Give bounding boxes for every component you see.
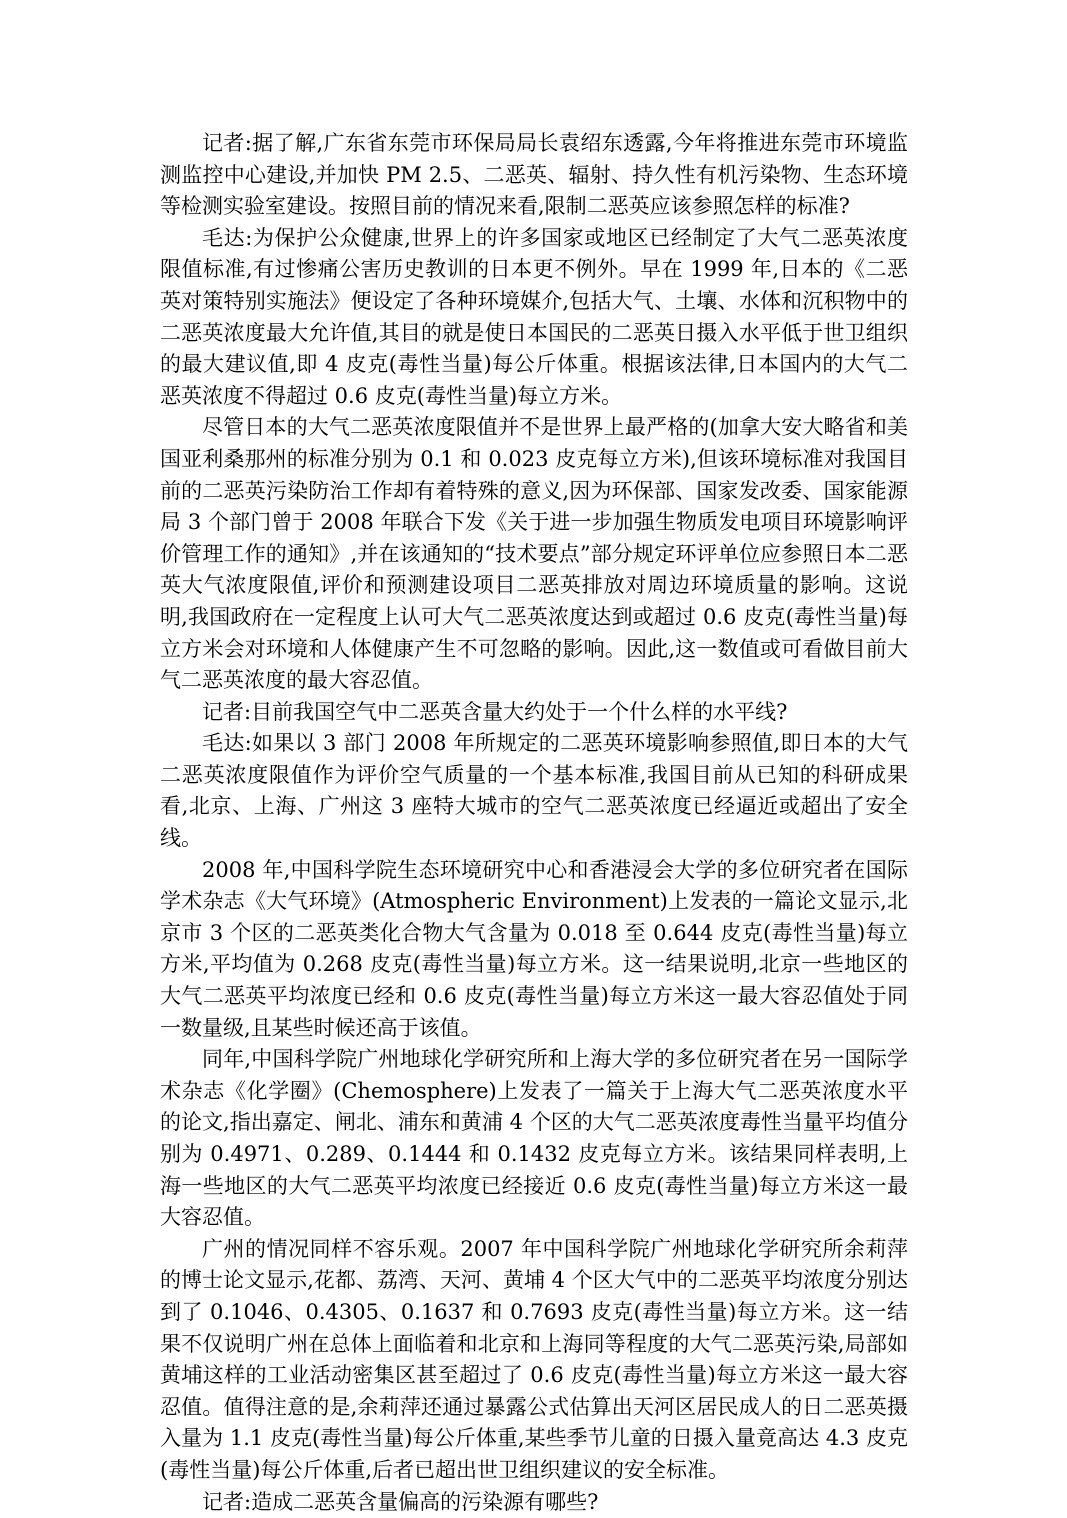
paragraph-mao-da-answer-2: 毛达:如果以 3 部门 2008 年所规定的二恶英环境影响参照值,即日本的大气二恶英浓度限值作为评价空气质量的一个基本标准,我国目前从已知的科研成果看,北京、上海、广州这 3 座特大城市的空气二恶英浓度已经逼近或超出了安全线。 xyxy=(160,731,908,851)
document-page xyxy=(160,128,908,1518)
paragraph-guangzhou-study: 广州的情况同样不容乐观。2007 年中国科学院广州地球化学研究所余莉萍的博士论文显示,花都、荔湾、天河、黄埔 4 个区大气中的二恶英平均浓度分别达到了 0.1046、0.4305、0.1637 和 0.7693 皮克(毒性当量)每立方米。这一结果不仅说明广州在总体上面临着和北京和上海同等程度的大气二恶英污染,局部如黄埔这样的工业活动密集区甚至超过了 0.6 皮克(毒性当量)每立方米这一最大容忍值。值得注意的是,余莉萍还通过暴露公式估算出天河区居民成人的日二恶英摄入量为 1.1 皮克(毒性当量)每公斤体重,某些季节儿童的日摄入量竟高达 4.3 皮克(毒性当量)每公斤体重,后者已超出世卫组织建议的安全标准。 xyxy=(160,1236,908,1482)
paragraph-japan-standard: 尽管日本的大气二恶英浓度限值并不是世界上最严格的(加拿大安大略省和美国亚利桑那州的标准分别为 0.1 和 0.023 皮克每立方米),但该环境标准对我国目前的二恶英污染防治工作却有着特殊的意义,因为环保部、国家发改委、国家能源局 3 个部门曾于 2008 年联合下发《关于进一步加强生物质发电项目环境影响评价管理工作的通知》,并在该通知的“技术要点”部分规定环评单位应参照日本二恶英大气浓度限值,评价和预测建设项目二恶英排放对周边环境质量的影响。这说明,我国政府在一定程度上认可大气二恶英浓度达到或超过 0.6 皮克(毒性当量)每立方米会对环境和人体健康产生不可忽略的影响。因此,这一数值或可看做目前大气二恶英浓度的最大容忍值。 xyxy=(160,415,908,693)
paragraph-shanghai-study: 同年,中国科学院广州地球化学研究所和上海大学的多位研究者在另一国际学术杂志《化学圈》(Chemosphere)上发表了一篇关于上海大气二恶英浓度水平的论文,指出嘉定、闸北、浦东和黄浦 4 个区的大气二恶英浓度毒性当量平均值分别为 0.4971、0.289、0.1444 和 0.1432 皮克每立方米。该结果同样表明,上海一些地区的大气二恶英平均浓度已经接近 0.6 皮克(毒性当量)每立方米这一最大容忍值。 xyxy=(160,1047,908,1230)
paragraph-beijing-study: 2008 年,中国科学院生态环境研究中心和香港浸会大学的多位研究者在国际学术杂志《大气环境》(Atmospheric Environment)上发表的一篇论文显示,北京市 3 个区的二恶英类化合物大气含量为 0.018 至 0.644 皮克(毒性当量)每立方米,平均值为 0.268 皮克(毒性当量)每立方米。这一结果说明,北京一些地区的大气二恶英平均浓度已经和 0.6 皮克(毒性当量)每立方米这一最大容忍值处于同一数量级,且某些时候还高于该值。 xyxy=(160,857,908,1040)
paragraph-reporter-question-1: 记者:据了解,广东省东莞市环保局局长袁绍东透露,今年将推进东莞市环境监测监控中心建设,并加快 PM 2.5、二恶英、辐射、持久性有机污染物、生态环境等检测实验室建设。按照目前的情况来看,限制二恶英应该参照怎样的标准? xyxy=(160,131,908,219)
paragraph-reporter-question-2: 记者:目前我国空气中二恶英含量大约处于一个什么样的水平线? xyxy=(202,699,788,724)
paragraph-mao-da-answer-1: 毛达:为保护公众健康,世界上的许多国家或地区已经制定了大气二恶英浓度限值标准,有过惨痛公害历史教训的日本更不例外。早在 1999 年,日本的《二恶英对策特别实施法》便设定了各种环境媒介,包括大气、土壤、水体和沉积物中的二恶英浓度最大允许值,其目的就是使日本国民的二恶英日摄入水平低于世卫组织的最大建议值,即 4 皮克(毒性当量)每公斤体重。根据该法律,日本国内的大气二恶英浓度不得超过 0.6 皮克(毒性当量)每立方米。 xyxy=(160,225,908,408)
paragraph-reporter-question-3: 记者:造成二恶英含量偏高的污染源有哪些? xyxy=(202,1489,599,1514)
